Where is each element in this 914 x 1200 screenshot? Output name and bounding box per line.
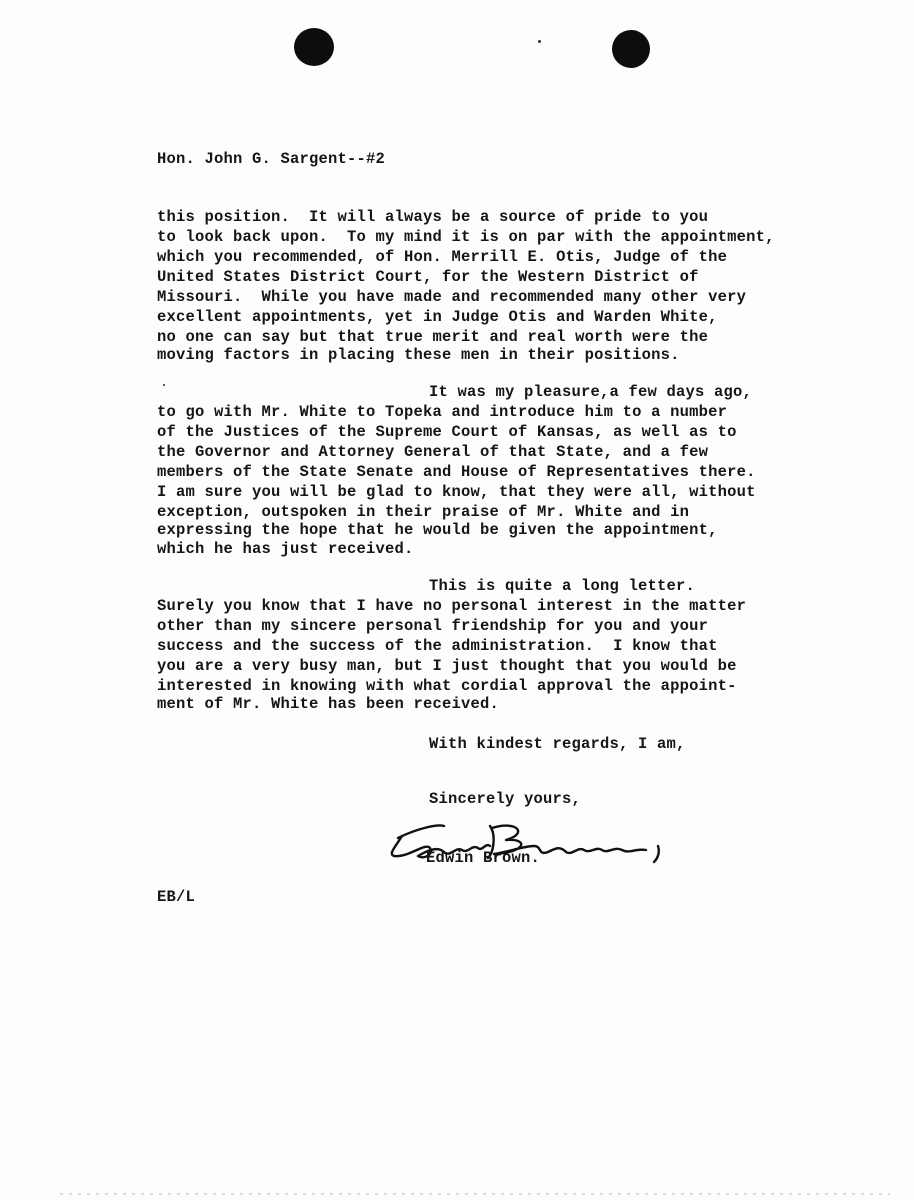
- text-line: to go with Mr. White to Topeka and introduce him to a number: [157, 403, 728, 421]
- text-line: United States District Court, for the Western District of: [157, 268, 699, 286]
- typist-initials: EB/L: [157, 888, 196, 906]
- text-line: success and the success of the administration. I know that: [157, 637, 718, 655]
- text-line: expressing the hope that he would be given the appointment,: [157, 521, 718, 539]
- text-line: It was my pleasure,a few days ago,: [429, 383, 753, 401]
- closing-salutation: Sincerely yours,: [429, 790, 582, 808]
- punch-hole-left: [294, 28, 334, 66]
- text-line: I am sure you will be glad to know, that they were all, without: [157, 483, 756, 501]
- text-line: the Governor and Attorney General of that State, and a few: [157, 443, 709, 461]
- text-line: other than my sincere personal friendship for you and your: [157, 617, 709, 635]
- text-line: to look back upon. To my mind it is on par with the appointment,: [157, 228, 775, 246]
- text-line: which you recommended, of Hon. Merrill E. Otis, Judge of the: [157, 248, 728, 266]
- text-line: members of the State Senate and House of Representatives there.: [157, 463, 756, 481]
- typed-signature: Edwin Brown.: [426, 849, 541, 867]
- text-line: this position. It will always be a source of pride to you: [157, 208, 709, 226]
- scan-noise: [60, 1193, 890, 1195]
- text-line: exception, outspoken in their praise of Mr. White and in: [157, 503, 690, 521]
- speck: [163, 384, 165, 386]
- punch-hole-right: [612, 30, 650, 68]
- text-line: This is quite a long letter.: [429, 577, 696, 595]
- text-line: of the Justices of the Supreme Court of Kansas, as well as to: [157, 423, 737, 441]
- text-line: excellent appointments, yet in Judge Otis and Warden White,: [157, 308, 718, 326]
- speck: [538, 40, 541, 43]
- text-line: ment of Mr. White has been received.: [157, 695, 500, 713]
- text-line: no one can say but that true merit and real worth were the: [157, 328, 709, 346]
- closing-regards: With kindest regards, I am,: [429, 735, 686, 753]
- text-line: which he has just received.: [157, 540, 414, 558]
- text-line: moving factors in placing these men in their positions.: [157, 346, 680, 364]
- text-line: Missouri. While you have made and recommended many other very: [157, 288, 747, 306]
- text-line: interested in knowing with what cordial approval the appoint-: [157, 677, 737, 695]
- text-line: Surely you know that I have no personal interest in the matter: [157, 597, 747, 615]
- text-line: you are a very busy man, but I just thought that you would be: [157, 657, 737, 675]
- page-header: Hon. John G. Sargent--#2: [157, 150, 386, 168]
